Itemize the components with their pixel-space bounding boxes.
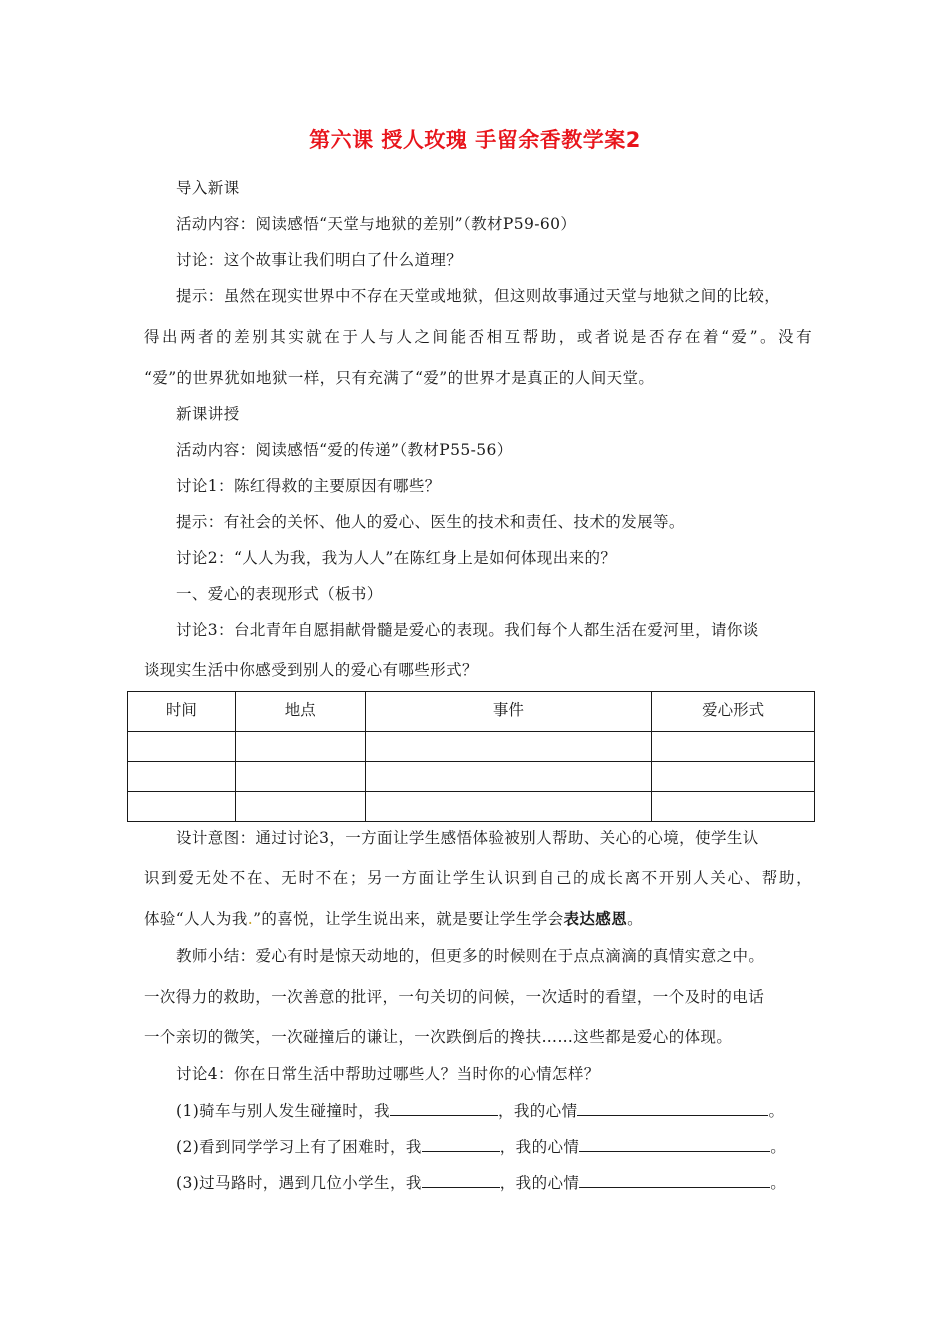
decorative-dot: .: [247, 910, 254, 928]
paragraph-hint-line1: 提示：虽然在现实世界中不存在天堂或地狱，但这则故事通过天堂与地狱之间的比较，: [176, 287, 781, 305]
answer-blank[interactable]: [422, 1136, 500, 1152]
fill-item-3: [176, 1172, 844, 1193]
paragraph-hint-2: 提示：有社会的关怀、他人的爱心、医生的技术和责任、技术的发展等。: [176, 513, 685, 531]
fill-mid: ，我的心情: [499, 1138, 580, 1156]
paragraph-hint-line2: 得出两者的差别其实就在于人与人之间能否相互帮助，或者说是否存在着“爱”。没有: [144, 328, 812, 346]
paragraph-discussion-3-line2: 谈现实生活中你感受到别人的爱心有哪些形式？: [144, 661, 478, 679]
fill-mid: ，我的心情: [499, 1174, 580, 1192]
table-header-love-form: 爱心形式: [652, 692, 815, 732]
fill-mid: ，我的心情: [497, 1102, 578, 1120]
text-segment: 。: [627, 910, 644, 928]
paragraph-summary-line2: 一次得力的救助，一次善意的批评，一句关切的问候，一次适时的看望，一个及时的电话: [144, 988, 765, 1006]
fill-end: 。: [770, 1174, 787, 1192]
answer-blank[interactable]: [579, 1172, 770, 1188]
table-cell[interactable]: [365, 732, 652, 762]
paragraph-discussion-4: 讨论4：你在日常生活中帮助过哪些人？当时你的心情怎样？: [176, 1065, 600, 1083]
table-header-time: 时间: [128, 692, 236, 732]
fill-item-1: [176, 1100, 844, 1121]
section-heading-intro: 导入新课: [176, 179, 240, 197]
answer-blank[interactable]: [579, 1136, 770, 1152]
fill-prefix: (1)骑车与别人发生碰撞时，我: [176, 1102, 390, 1120]
paragraph-design-intent-line3: [144, 909, 812, 929]
paragraph-activity-1: 活动内容：阅读感悟“天堂与地狱的差别”（教材P59-60）: [176, 215, 577, 233]
fill-prefix: (3)过马路时，遇到几位小学生，我: [176, 1174, 422, 1192]
fill-item-2: [176, 1136, 844, 1157]
text-segment: 体验“人人为我: [144, 910, 248, 928]
table-row: [128, 792, 815, 822]
answer-blank[interactable]: [577, 1100, 768, 1116]
paragraph-activity-2: 活动内容：阅读感悟“爱的传递”（教材P55-56）: [176, 441, 513, 459]
table-cell[interactable]: [128, 762, 236, 792]
section-heading-new-lesson: 新课讲授: [176, 405, 240, 423]
fill-prefix: (2)看到同学学习上有了困难时，我: [176, 1138, 422, 1156]
paragraph-design-intent-line1: 设计意图：通过讨论3，一方面让学生感悟体验被别人帮助、关心的心境，使学生认: [176, 829, 759, 847]
table-cell[interactable]: [235, 762, 365, 792]
table-cell[interactable]: [235, 732, 365, 762]
table-row: [128, 732, 815, 762]
paragraph-discussion-3-line1: 讨论3：台北青年自愿捐献骨髓是爱心的表现。我们每个人都生活在爱河里，请你谈: [176, 621, 759, 639]
table-header-row: [128, 692, 815, 732]
table-row: [128, 762, 815, 792]
table-cell[interactable]: [235, 792, 365, 822]
table-cell[interactable]: [365, 792, 652, 822]
table-cell[interactable]: [128, 792, 236, 822]
text-segment: ”的喜悦，让学生说出来，就是要让学生学会: [253, 910, 564, 928]
love-forms-table: [127, 691, 815, 822]
paragraph-design-intent-line2: 识到爱无处不在、无时不在；另一方面让学生认识到自己的成长离不开别人关心、帮助，: [144, 869, 812, 887]
fill-end: 。: [768, 1102, 785, 1120]
table-header-event: 事件: [365, 692, 652, 732]
emphasis-text: 表达感恩: [563, 909, 628, 928]
document-title: 第六课 授人玫瑰 手留余香教学案2: [309, 128, 641, 152]
section-heading-love-forms: 一、爱心的表现形式（板书）: [176, 585, 383, 603]
paragraph-summary-line1: 教师小结：爱心有时是惊天动地的，但更多的时候则在于点点滴滴的真情实意之中。: [176, 947, 765, 965]
paragraph-summary-line3: 一个亲切的微笑，一次碰撞后的谦让，一次跌倒后的搀扶……这些都是爱心的体现。: [144, 1028, 733, 1046]
table-cell[interactable]: [128, 732, 236, 762]
paragraph-hint-line3: “爱”的世界犹如地狱一样，只有充满了“爱”的世界才是真正的人间天堂。: [144, 369, 655, 387]
answer-blank[interactable]: [422, 1172, 500, 1188]
answer-blank[interactable]: [390, 1100, 498, 1116]
table-cell[interactable]: [652, 732, 815, 762]
table-cell[interactable]: [365, 762, 652, 792]
table-header-place: 地点: [235, 692, 365, 732]
paragraph-discussion-2: 讨论2：“人人为我，我为人人”在陈红身上是如何体现出来的？: [176, 549, 617, 567]
paragraph-discussion: 讨论：这个故事让我们明白了什么道理？: [176, 251, 463, 269]
fill-end: 。: [770, 1138, 787, 1156]
table-cell[interactable]: [652, 792, 815, 822]
table-cell[interactable]: [652, 762, 815, 792]
paragraph-discussion-1: 讨论1：陈红得救的主要原因有哪些？: [176, 477, 441, 495]
